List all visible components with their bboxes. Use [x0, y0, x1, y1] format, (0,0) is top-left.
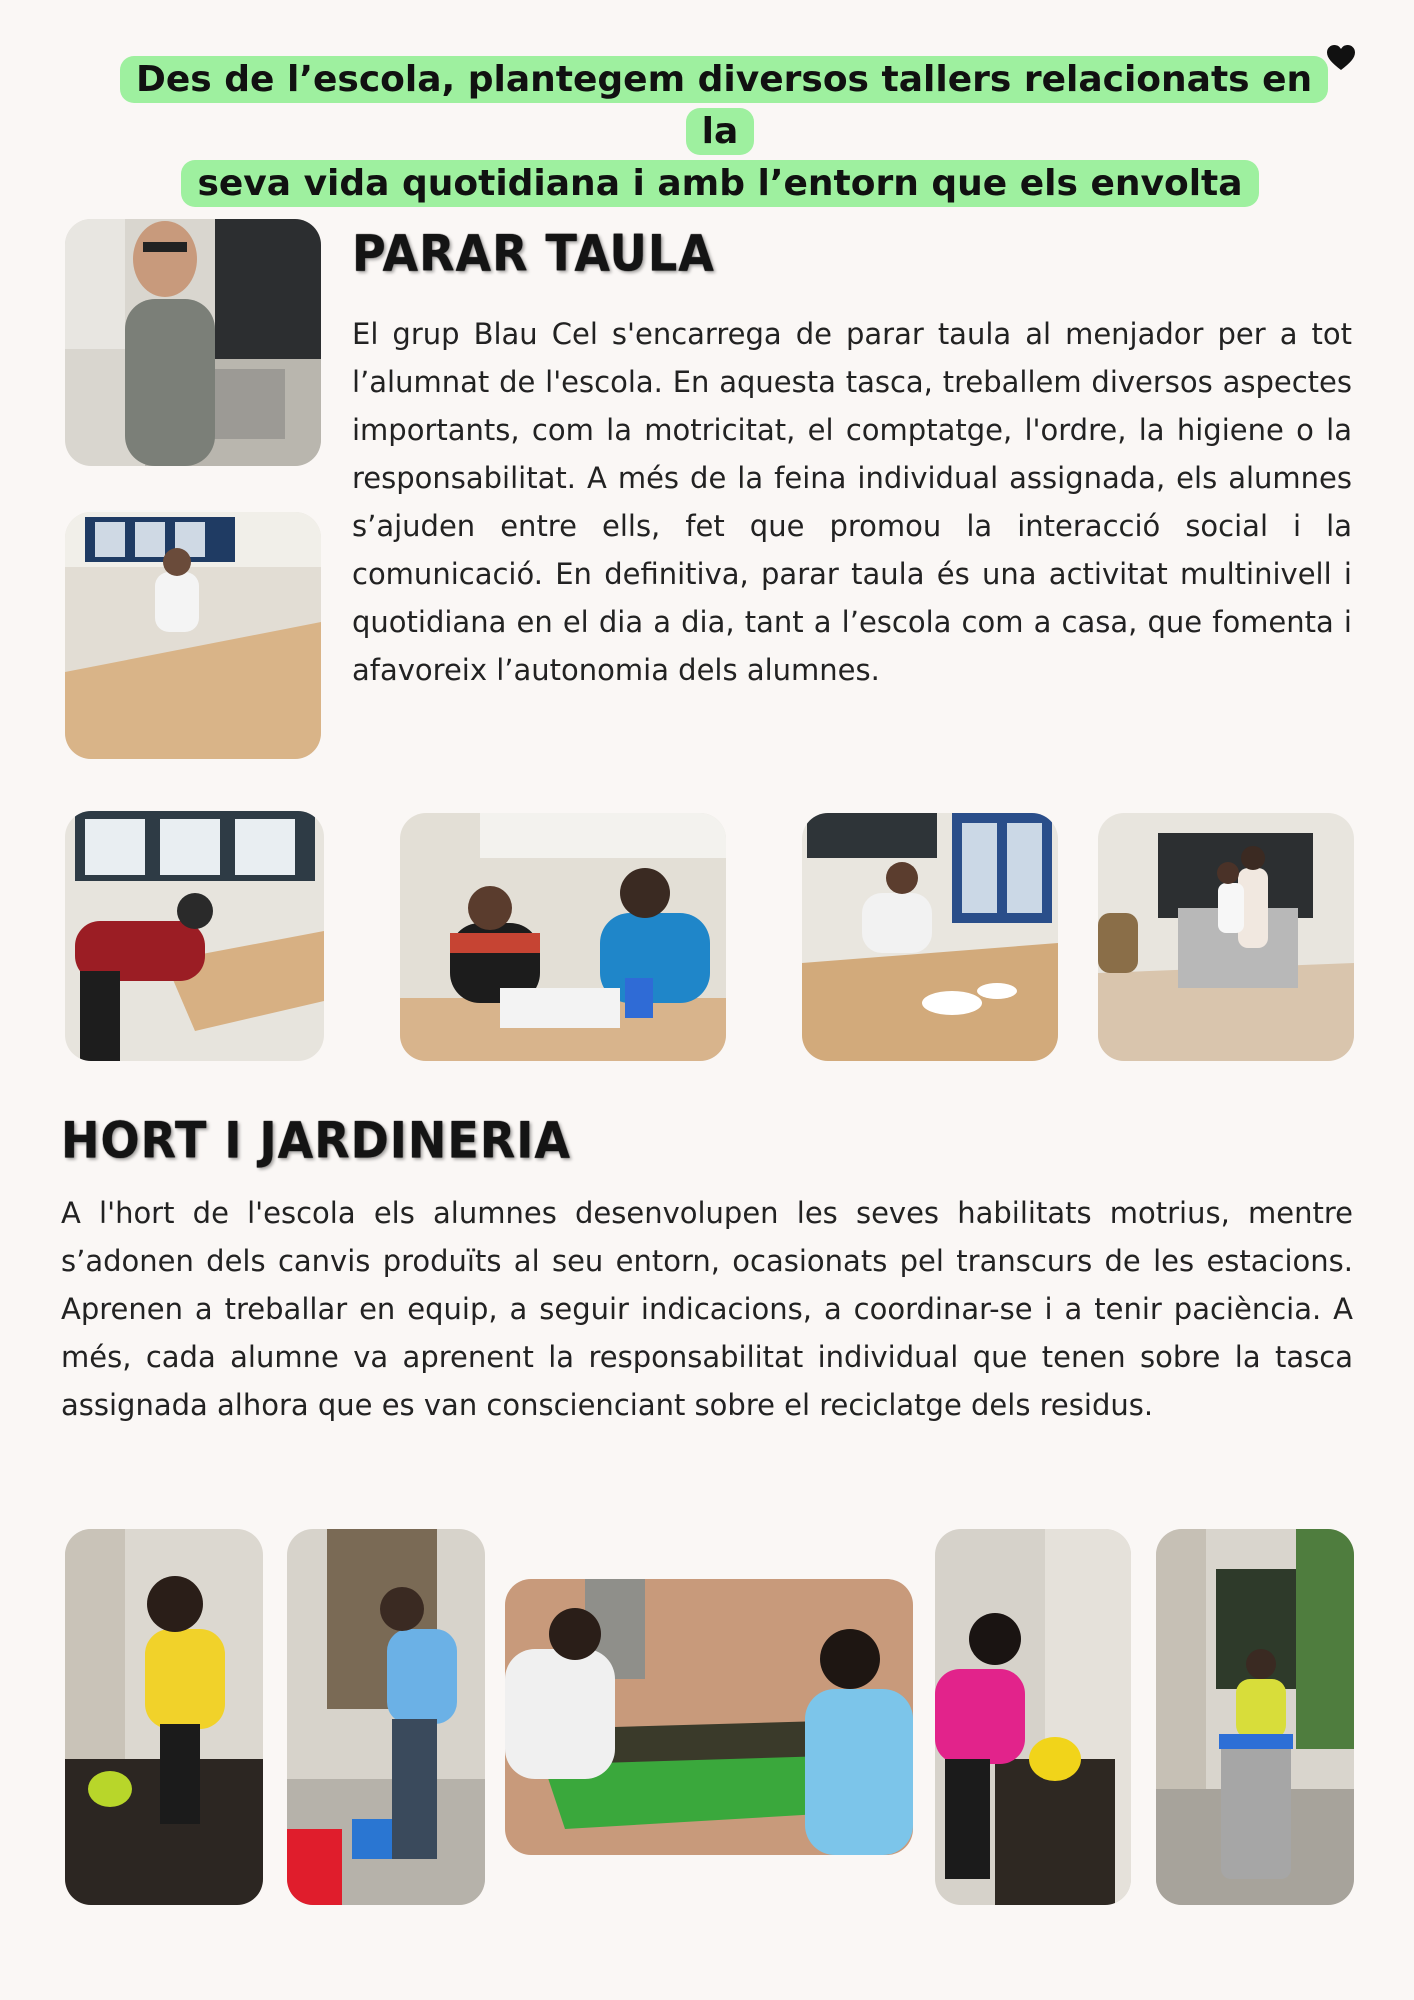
section-title-parar-taula: PARAR TAULA — [352, 224, 715, 283]
heart-icon — [1326, 44, 1356, 72]
photo-boy-dining-hall — [65, 512, 321, 759]
banner-line-2: seva vida quotidiana i amb l’entorn que els envolta — [181, 160, 1258, 207]
photo-boy-yellow-shirt — [65, 1529, 263, 1905]
banner-line-1: Des de l’escola, plantegem diversos tallers relacionats en la — [120, 56, 1328, 155]
photo-teacher-cutlery — [65, 219, 321, 466]
section-title-hort-jardineria: HORT I JARDINERIA — [61, 1111, 571, 1170]
photo-two-boys-cutlery — [400, 813, 726, 1061]
section-text-hort-jardineria: A l'hort de l'escola els alumnes desenvolupen les seves habilitats motrius, mentre s’adonen dels canvis produïts al seu entorn, ocasionats pel transcurs de les estacions. Aprenen a treballar en equip, a seguir indicacions, a coordinar-se i a tenir paciència. A més, cada alumne va aprenent la responsabilitat individual que tenen sobre la tasca assignada alhora que es van conscienciant sobre el reciclatge dels residus. — [61, 1196, 1353, 1422]
intro-banner — [120, 54, 1320, 210]
photo-boy-bin — [1156, 1529, 1354, 1905]
photo-garden-bed — [505, 1579, 913, 1855]
photo-girl-pink — [935, 1529, 1131, 1905]
photo-teacher-trolley — [1098, 813, 1354, 1061]
photo-boy-plates — [802, 813, 1058, 1061]
section-text-parar-taula: El grup Blau Cel s'encarrega de parar taula al menjador per a tot l’alumnat de l'escola. En aquesta tasca, treballem diversos aspectes importants, com la motricitat, el comptatge, l'ordre, la higiene o la responsabilitat. A més de la feina individual assignada, els alumnes s’ajuden entre ells, fet que promou la interacció social i la comunicació. En definitiva, parar taula és una activitat multinivell i quotidiana en el dia a dia, tant a l’escola com a casa, que fomenta i afavoreix l’autonomia dels alumnes. — [352, 317, 1352, 687]
photo-boy-broom — [287, 1529, 485, 1905]
photo-boy-red-sweater — [65, 811, 324, 1061]
